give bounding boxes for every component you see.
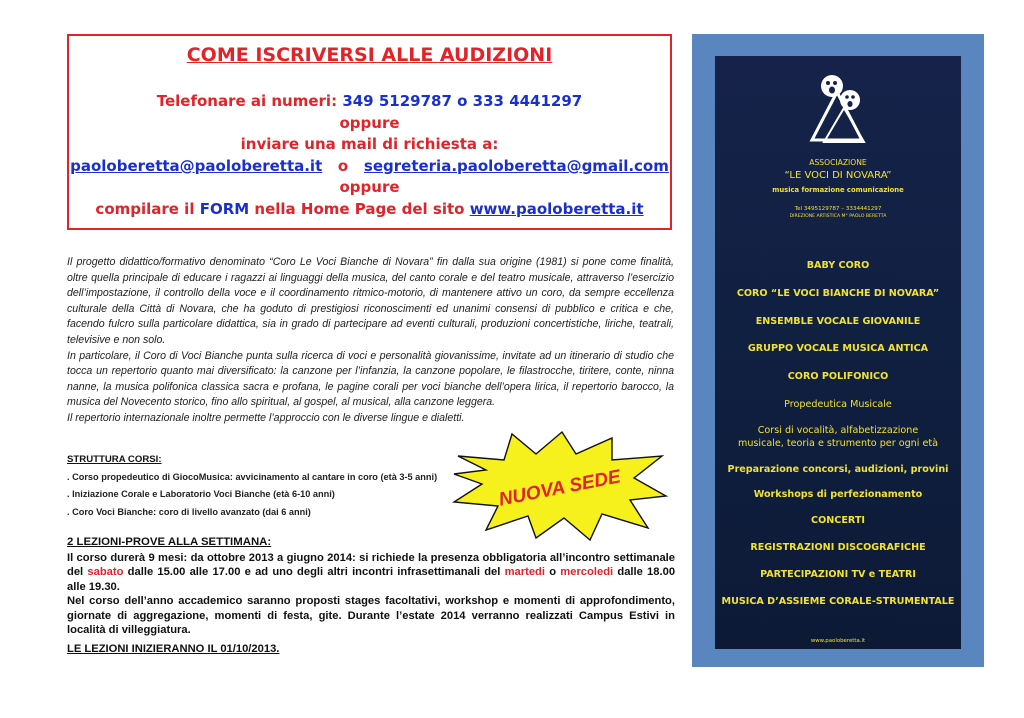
intro-paragraph-3: Il repertorio internazionale inoltre permette l’approccio con le diverse lingue e dialetti. — [67, 411, 465, 424]
intro-paragraph-1: Il progetto didattico/formativo denominato “Coro Le Voci Bianche di Novara” fin dalla sua origine (1981) si pone come finalità, oltre quella principale di educare i ragazzi ai linguaggi della musica, del canto corale e del teatro musicale, attraverso l’esercizio dell’impostazione, il controllo della voce e il coordinamento ritmico-motorio, di mantenere attivo un coro, da sempre eccellenza culturale della Città di Novara, che ha goduto di prestigiosi riconoscimenti ed unanimi consensi di pubblico e critica e che, facendo fulcro sulla particolare didattica, sia in grado di partecipare ad eventi culturali, produzioni concertistiche, liriche, teatrali, televisive e non solo. — [67, 256, 674, 346]
flyer-subtitle: musica formazione comunicazione — [772, 186, 904, 194]
flyer-item: MUSICA D’ASSIEME CORALE-STRUMENTALE — [721, 596, 955, 607]
flyer-item: BABY CORO — [806, 260, 870, 271]
lessons-start-date: LE LEZIONI INIZIERANNO IL 01/10/2013. — [67, 643, 280, 655]
lessons-text — [67, 551, 675, 637]
course-item: . Corso propedeutico di GiocoMusica: avvicinamento al cantare in coro (età 3-5 anni) — [67, 472, 438, 482]
flyer-item: ENSEMBLE VOCALE GIOVANILE — [755, 316, 921, 327]
flyer-association-name: “LE VOCI DI NOVARA” — [784, 170, 892, 181]
audition-title: COME ISCRIVERSI ALLE AUDIZIONI — [186, 44, 553, 66]
flyer-item: Corsi di vocalità, alfabetizzazione — [757, 425, 919, 436]
lessons-paragraph-1 — [67, 551, 675, 594]
course-item: . Coro Voci Bianche: coro di livello avanzato (dai 6 anni) — [67, 507, 311, 517]
intro-text — [67, 255, 674, 427]
new-location-burst — [452, 430, 668, 542]
day-martedi: martedi — [504, 566, 545, 579]
lessons-text-d: dalle 18.00 alle 19.30. — [67, 566, 676, 593]
lessons-text-a: Il corso durerà 9 mesi: da ottobre 2013 a giugno 2014: si richiede la presenza obbligatoria all’incontro settimanale del — [67, 552, 675, 579]
website-link[interactable]: www.paoloberetta.it — [469, 200, 644, 218]
email-link-1[interactable]: paoloberetta@paoloberetta.it — [70, 157, 323, 175]
flyer-direction: DIREZIONE ARTISTICA M° PAOLO BERETTA — [789, 214, 887, 219]
flyer-item: Workshops di perfezionamento — [753, 489, 923, 500]
form-word: FORM — [199, 200, 250, 218]
mail-label: inviare una mail di richiesta a: — [240, 135, 499, 153]
email-link-2[interactable]: segreteria.paoloberetta@gmail.com — [363, 157, 669, 175]
phone-label: Telefonare ai numeri: — [156, 92, 338, 110]
flyer-phone: Tel 3495129787 – 3334441297 — [794, 206, 882, 212]
intro-paragraph-2: In particolare, il Coro di Voci Bianche punta sulla ricerca di voci e personalità giovanissime, invitate ad un itinerario di studio che tocca un repertorio quanto mai diversificato: la canzone per l’infanzia, la canzone popolare, le filastrocche, tiritere, conte, ninna nanne, la musica polifonica classica sacra e profana, le pagine corali per voci bianche dell’opera lirica, il repertorio barocco, la musica del Novecento storico, fino allo spiritual, al gospel, al musical, alla canzone leggera. — [67, 349, 674, 409]
phone-line — [69, 92, 670, 110]
flyer-item: CORO “LE VOCI BIANCHE DI NOVARA” — [736, 288, 940, 299]
flyer-item: GRUPPO VOCALE MUSICA ANTICA — [747, 343, 929, 354]
flyer-item: Propedeutica Musicale — [784, 399, 892, 410]
choir-logo-icon — [806, 70, 868, 146]
email-separator: o — [337, 157, 349, 175]
or-text-2: oppure — [339, 178, 400, 196]
form-pre: compilare il — [95, 200, 195, 218]
lessons-paragraph-2: Nel corso dell’anno accademico saranno proposti stages facoltativi, workshop e momenti di approfondimento, giornate di aggregazione, momenti di festa, gite. Durante l’estate 2014 verranno realizzati Campus Estivi in località di villeggiatura. — [67, 595, 675, 637]
phone-numbers[interactable]: 349 5129787 o 333 4441297 — [342, 92, 583, 110]
email-line — [69, 157, 670, 175]
lessons-title: 2 LEZIONI-PROVE ALLA SETTIMANA: — [67, 536, 272, 548]
day-mercoledi: mercoledi — [560, 566, 614, 579]
flyer-item: REGISTRAZIONI DISCOGRAFICHE — [750, 542, 926, 553]
day-sabato: sabato — [87, 566, 124, 579]
struttura-title: STRUTTURA CORSI: — [67, 454, 162, 465]
new-location-text: NUOVA SEDE — [497, 466, 623, 511]
course-item: . Iniziazione Corale e Laboratorio Voci Bianche (età 6-10 anni) — [67, 489, 335, 499]
form-mid: nella Home Page del sito — [254, 200, 465, 218]
flyer-website[interactable]: www.paoloberetta.it — [810, 638, 866, 644]
flyer-item: CORO POLIFONICO — [787, 371, 889, 382]
flyer-item: PARTECIPAZIONI TV e TEATRI — [760, 569, 916, 580]
flyer-item: CONCERTI — [811, 515, 865, 526]
lessons-text-c: o — [549, 566, 557, 579]
or-text-1: oppure — [339, 114, 400, 132]
flyer-item: Preparazione concorsi, audizioni, provini — [727, 464, 949, 475]
flyer-item: musicale, teoria e strumento per ogni età — [737, 438, 938, 449]
flyer-association-label: ASSOCIAZIONE — [809, 158, 867, 167]
audition-info-box — [67, 34, 672, 230]
form-line — [69, 200, 670, 218]
lessons-text-b: dalle 15.00 alle 17.00 e ad uno degli altri incontri infrasettimanali del — [127, 566, 501, 579]
